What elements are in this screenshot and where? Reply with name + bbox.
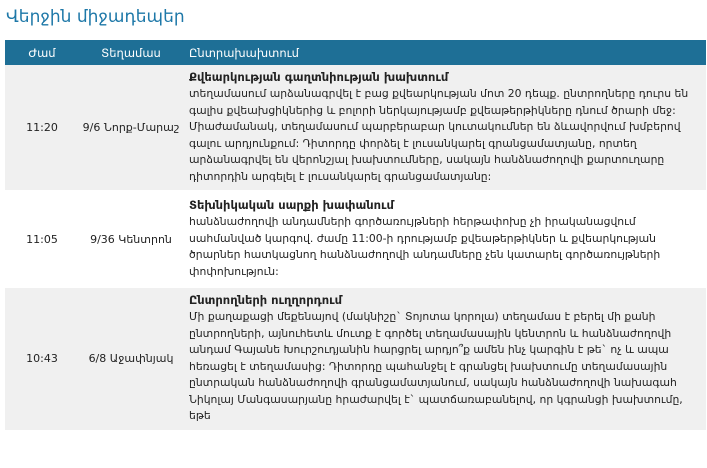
table-row [5, 287, 706, 430]
incident-body: տեղամասում արձանագրվել է բաց քվեարկության մոտ 20 դեպք. ընտրողները դուրս են գալիս քվեախցիկներից և բոլորի ներկայությամբ քվեաթերթիկները դնում ծրարի մեջ: Միաժամանակ, տեղամասում պարբերաբար կուտակումներ են ձևավորվում խմբերով գալու արդյունքում: Դիտորդը փորձել է լուսանկարել գրանցամատյանը, որտեղ արձանագրվել են վերոնշյալ խախտումները, սակայն հանձնաժողովի քարտուղարը դիտորդին արգելել է լուսանկարել գրանցամատյանը: [189, 87, 689, 183]
incident-place: 6/8 Աջափնյակ [79, 287, 183, 430]
table-row [5, 65, 706, 192]
incident-place: 9/36 Կենտրոն [79, 192, 183, 287]
incidents-table [5, 40, 706, 430]
incident-description [183, 287, 706, 430]
section-title: Վերջին միջադեպեր [6, 7, 185, 27]
incident-title: Տեխնիկական սարքի խափանում [189, 198, 394, 212]
incident-body: հանձնաժողովի անդամների գործառույթների հերթափոխը չի իրականացվում սահմանված կարգով. ժամը 11:00-ի դրությամբ քվեաթերթիկներ և քվեարկության ծրարներ հատկացնող հանձնաժողովի անդամները չեն կատարել գործառույթների փոփոխություն: [189, 215, 661, 278]
table-row [5, 192, 706, 287]
column-header-description: Ընտրախախտում [183, 40, 706, 65]
incident-title: Քվեարկության գաղտնիության խախտում [189, 70, 449, 84]
incident-time: 11:20 [5, 65, 79, 192]
incident-title: Ընտրողների ուղղորդում [189, 293, 343, 307]
incident-place: 9/6 Նորք-Մարաշ [79, 65, 183, 192]
column-header-place: Տեղամաս [79, 40, 183, 65]
incident-description [183, 65, 706, 192]
incident-time: 10:43 [5, 287, 79, 430]
incident-description [183, 192, 706, 287]
incident-body: Մի քաղաքացի մեքենայով (մակնիշը` Տոյոտա կորոլա) տեղամաս է բերել մի քանի ընտրողների, այնուհետև մուտք է գործել տեղամասային կենտրոն և հանձնաժողովի անդամ Գայանե Խուրշուդյանին հարցրել արդյո՞ք ամեն ինչ կարգին է թե` ոչ և ապա հեռացել է տեղամասից: Դիտորդը պահանջել է գրանցել խախտումը տեղամասային ընտրական հանձնաժողովի գրանցամատյանում, սակայն հանձնաժողովի նախագահ Նիկոլայ Մանգասարյանը հրաժարվել է` պատճառաբանելով, որ կգրանցի խախտումը, եթե [189, 310, 683, 422]
table-header-row [5, 40, 706, 65]
column-header-time: Ժամ [5, 40, 79, 65]
incident-time: 11:05 [5, 192, 79, 287]
